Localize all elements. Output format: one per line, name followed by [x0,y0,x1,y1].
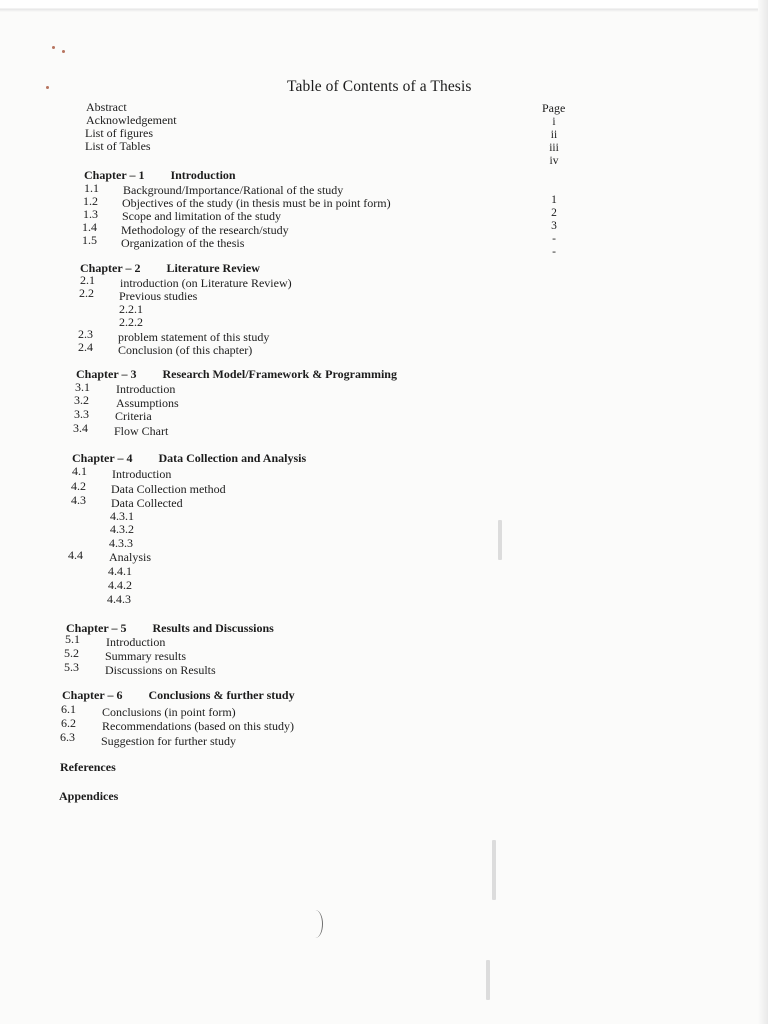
section-number: 2.3 [78,327,93,341]
page-number: i [552,116,556,128]
toc-entry-appendices: Appendices [59,789,119,803]
section-title: Data Collected [111,496,183,510]
scan-noise [498,520,502,560]
page-number: 2 [551,207,557,219]
page-number: iv [549,155,559,167]
section-number: 4.3 [71,493,86,507]
section-title: Introduction [106,635,166,649]
section-title: problem statement of this study [118,330,270,344]
section-number: 2.2 [79,286,94,300]
section-number: 1.5 [82,233,97,247]
subsection-number: 4.4.2 [108,578,132,592]
page-number: ii [550,129,558,141]
scan-top-edge [0,0,768,12]
section-number: 1.1 [84,181,99,195]
subsection-number: 4.3.3 [109,536,133,550]
section-number: 1.3 [83,207,98,221]
page-number: iii [549,142,559,154]
section-number: 3.3 [74,407,89,421]
section-number: 3.1 [75,380,90,394]
scan-right-edge [758,0,768,1024]
section-title: Introduction [116,382,176,396]
section-title: Summary results [105,649,186,663]
section-title: Methodology of the research/study [121,223,289,237]
section-number: 4.1 [72,464,87,478]
toc-entry-acknowledgement: Acknowledgement [86,113,177,127]
scan-speck [46,86,49,89]
subsection-number: 4.3.2 [110,522,134,536]
section-number: 3.2 [74,393,89,407]
section-title: Suggestion for further study [101,734,236,748]
section-number: 2.1 [80,273,95,287]
section-number: 6.1 [61,702,76,716]
section-title: Introduction [112,467,172,481]
scan-speck [52,46,55,49]
chapter-heading: Chapter – 5 Results and Discussions [66,621,274,635]
section-number: 2.4 [78,340,93,354]
section-title: Scope and limitation of the study [122,209,281,223]
section-number: 5.3 [64,660,79,674]
section-number: 4.4 [68,548,83,562]
section-title: Assumptions [116,396,179,410]
subsection-number: 4.3.1 [110,509,134,523]
section-title: Conclusion (of this chapter) [118,343,253,357]
subsection-number: 2.2.1 [119,302,143,316]
chapter-heading: Chapter – 2 Literature Review [80,261,260,275]
page-number: 3 [551,220,557,232]
section-title: Background/Importance/Rational of the study [123,183,344,197]
subsection-number: 4.4.1 [108,564,132,578]
scan-noise [492,840,496,900]
toc-entry-list-of-tables: List of Tables [85,139,151,153]
section-number: 3.4 [73,421,88,435]
section-number: 6.3 [60,730,75,744]
page-number: - [552,246,556,258]
section-number: 1.4 [82,220,97,234]
section-title: introduction (on Literature Review) [120,276,292,290]
section-number: 5.2 [64,646,79,660]
page-number: 1 [551,194,557,206]
page-title: Table of Contents of a Thesis [287,78,472,95]
chapter-heading: Chapter – 3 Research Model/Framework & Programming [76,367,397,381]
section-title: Organization of the thesis [121,236,245,250]
section-title: Conclusions (in point form) [102,705,236,719]
chapter-heading: Chapter – 1 Introduction [84,168,236,182]
pen-mark [308,910,323,938]
section-title: Objectives of the study (in thesis must be in point form) [122,196,391,210]
subsection-number: 4.4.3 [107,592,131,606]
toc-entry-list-of-figures: List of figures [85,126,153,140]
section-title: Analysis [109,550,151,564]
section-title: Data Collection method [111,482,226,496]
section-title: Discussions on Results [105,663,216,677]
toc-entry-abstract: Abstract [86,100,127,114]
section-number: 6.2 [61,716,76,730]
section-number: 5.1 [65,632,80,646]
section-title: Recommendations (based on this study) [102,719,294,733]
page-column-header: Page [542,101,566,115]
section-title: Previous studies [119,289,198,303]
section-number: 1.2 [83,194,98,208]
chapter-heading: Chapter – 6 Conclusions & further study [62,688,295,702]
chapter-heading: Chapter – 4 Data Collection and Analysis [72,451,307,465]
page-number: - [552,233,556,245]
section-number: 4.2 [71,479,86,493]
scan-speck [62,50,65,53]
section-title: Flow Chart [114,424,169,438]
toc-entry-references: References [60,760,116,774]
section-title: Criteria [115,409,152,423]
scan-noise [486,960,490,1000]
subsection-number: 2.2.2 [119,315,143,329]
